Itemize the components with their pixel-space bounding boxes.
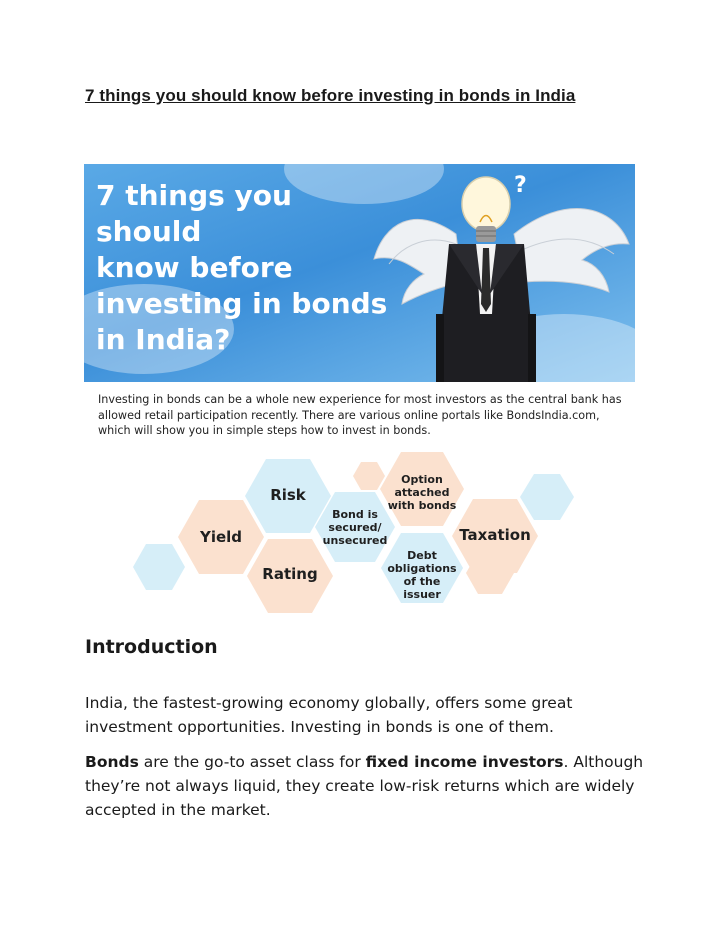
decor-hex-small (353, 462, 385, 490)
hex-yield-label: Yield (199, 528, 243, 546)
decor-hex-right (520, 474, 574, 520)
hex-bond-secured-label: Bond is secured/ unsecured (322, 508, 388, 547)
hero-headline: 7 things you should know before investing in bonds in India? (96, 179, 388, 356)
question-mark-icon: ? (514, 173, 527, 198)
fixed-income-bold-text: fixed income investors (365, 753, 564, 771)
hex-debt-label: Debt obligations of the issuer (387, 549, 457, 601)
document-title: 7 things you should know before investing in bonds in India (85, 86, 576, 105)
hex-risk-label: Risk (270, 486, 306, 504)
introduction-paragraph-1: India, the fastest-growing economy globally, offers some great investment opportunities. Investing in bonds is one of them. (85, 694, 573, 736)
paragraph-2-text-a: are the go-to asset class for (138, 753, 366, 771)
hex-taxation-label: Taxation (459, 526, 531, 544)
introduction-heading: Introduction (85, 636, 218, 658)
paragraph-2-text-b: . Although they’re not always liquid, they create low-risk returns which are widely accepted in the market. (85, 753, 644, 819)
introduction-paragraph-2 (85, 750, 645, 822)
bonds-bold-text: Bonds (85, 753, 139, 771)
hex-option-label: Option attached with bonds (387, 473, 457, 512)
decor-hex-left (133, 544, 185, 590)
hex-rating-label: Rating (262, 565, 318, 583)
infographic-intro: Investing in bonds can be a whole new experience for most investors as the central bank has allowed retail participation recently. There are various online portals like BondsIndia.com, which will show you in simple steps how to invest in bonds. (98, 393, 622, 437)
